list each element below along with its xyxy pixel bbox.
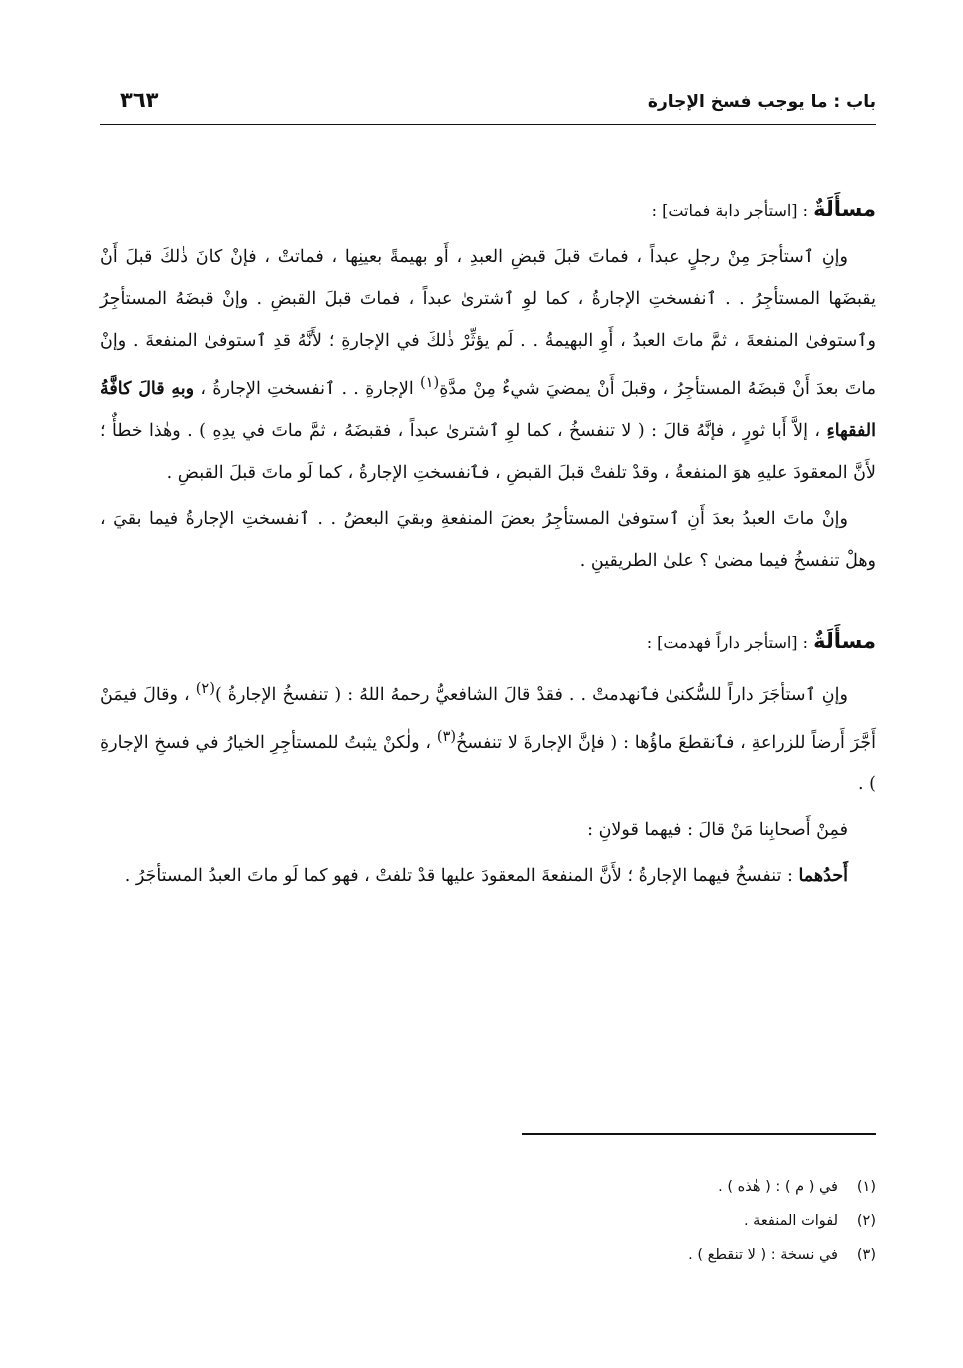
footnotes	[100, 1170, 876, 1272]
paragraph	[100, 855, 876, 897]
paragraph-text: : تنفسخُ فيهما الإجارةُ ؛ لأَنَّ المنفعةَ المعقودَ عليها قدْ تلفتْ ، فهو كما لَو ماتَ العبدُ المستأجَرُ .	[124, 866, 799, 887]
footnote	[100, 1204, 876, 1238]
footnote-text: في ( م ) : ( هٰذه ) .	[718, 1179, 838, 1195]
emphasis-text: أَحدُهما	[798, 866, 848, 887]
footnote-divider	[522, 1133, 876, 1135]
paragraph	[100, 668, 876, 806]
paragraph: وإنْ ماتَ العبدُ بعدَ أَنِ ٱستوفىٰ المستأجِرُ بعضَ المنفعةِ وبقيَ البعضُ . . ٱنفسختِ الإجارةُ فيما بقيَ ، وهلْ تنفسخُ فيما مضىٰ ؟ علىٰ الطريقينِ .	[100, 508, 876, 571]
section-spacer	[100, 582, 876, 620]
paragraph-text: ، إلاَّ أَبا ثورٍ ، فإنَّهُ قالَ : ( لا تنفسخُ ، كما لوِ ٱشترىٰ عبداً ، فقبضَهُ ، ثمَّ ماتَ في يدِهِ ) . وهٰذا خطأٌ ؛ لأَنَّ المعقودَ عليهِ هوَ المنفعةُ ، وقدْ تلفتْ قبلَ القبضِ ، فٱنفسختِ الإجارةُ ، كما لَو ماتَ قبلَ القبضِ .	[100, 420, 876, 483]
paragraph-text: ، وقالَ فيمَنْ أَجَّرَ أَرضاً للزراعةِ ، فٱنقطعَ ماؤُها : ( فإنَّ الإجارةَ لا تنفسخُ	[100, 684, 876, 753]
section-heading-1	[100, 188, 876, 232]
emphasis-text: وبهِ قالَ كافَّةُ الفقهاءِ	[100, 378, 876, 441]
footnote	[100, 1170, 876, 1204]
footnote-ref: (٣)	[436, 727, 457, 745]
footnote-text: في نسخة : ( لا تنقطع ) .	[688, 1247, 838, 1263]
header-divider	[100, 124, 876, 125]
footnote-text: لفوات المنفعة .	[743, 1213, 838, 1229]
section-heading-1-title: : [استأجر دابة فماتت] :	[651, 201, 814, 220]
paragraph	[100, 236, 876, 494]
footnote	[100, 1238, 876, 1272]
footnote-number: (٢)	[856, 1213, 876, 1229]
footnote-ref: (٢)	[195, 679, 215, 697]
paragraph-text: ، ولٰكنْ يثبتُ للمستأجِرِ الخيارُ في فسخِ الإجارةِ ) .	[100, 732, 876, 795]
paragraph: فمِنْ أَصحابِنا مَنْ قالَ : فيهما قولانِ :	[587, 820, 848, 841]
masala-word: مسأَلَةٌ	[813, 628, 876, 653]
running-header	[100, 88, 876, 122]
masala-word: مسأَلَةٌ	[813, 197, 876, 221]
section-heading-2-title: : [استأجر داراً فهدمت] :	[646, 632, 814, 652]
paragraph-text: وإنِ ٱستأجرَ مِنْ رجلٍ عبداً ، فماتَ قبلَ قبضِ العبدِ ، أَو بهيمةً بعينِها ، فماتتْ ، فإنْ كانَ ذٰلكَ قبلَ أَنْ يقبضَها المستأجِرُ . . ٱنفسختِ الإجارةُ ، كما لوِ ٱشترىٰ عبداً ، فماتَ قبلَ القبضِ . وإنْ قبضَهُ المستأجِرُ وٱستوفىٰ المنفعةَ ، ثمَّ ماتَ العبدُ ، أَوِ البهيمةُ . . لَم يؤثِّرْ ذٰلكَ في الإجارةِ ؛ لأَنَّهُ قدِ ٱستوفىٰ المنفعةَ . وإنْ ماتَ بعدَ أَنْ قبضَهُ المستأجِرُ ، وقبلَ أَنْ يمضيَ شيءٌ مِنْ مدَّةِ	[100, 247, 876, 399]
main-text	[100, 188, 876, 897]
footnote-number: (١)	[856, 1179, 876, 1195]
paragraph-text: الإجارةِ . . ٱنفسختِ الإجارةُ ،	[194, 378, 420, 399]
page-number: ٣٦٣	[120, 88, 159, 112]
chapter-title: باب : ما يوجب فسخ الإجارة	[647, 92, 876, 112]
footnote-ref: (١)	[419, 374, 440, 391]
footnote-number: (٣)	[856, 1247, 876, 1263]
paragraph-text: وإنِ ٱستأجَرَ داراً للسُّكنىٰ فٱنهدمتْ . . فقدْ قالَ الشافعيُّ رحمهُ اللهُ : ( تنفسخُ الإجارةُ )	[214, 684, 848, 705]
section-heading-2	[100, 620, 876, 664]
